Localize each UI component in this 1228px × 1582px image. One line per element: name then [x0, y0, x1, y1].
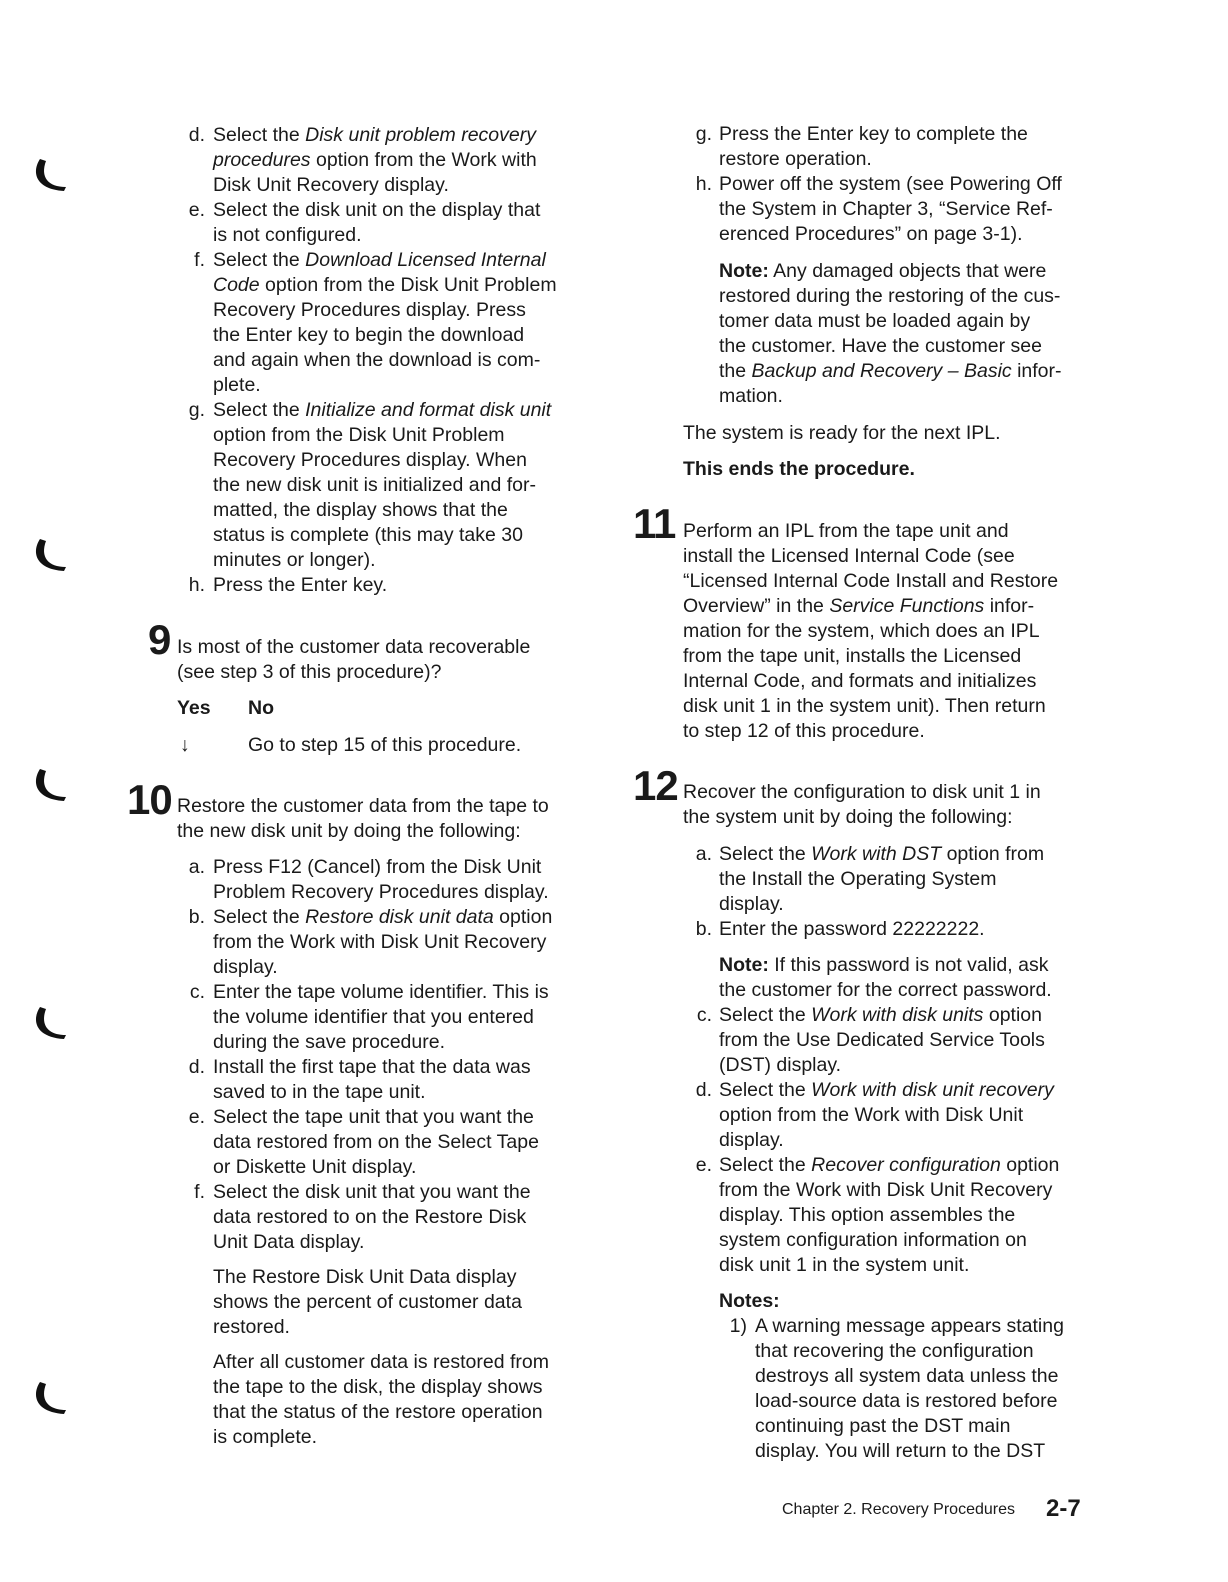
list-item: continuing past the DST main — [755, 1415, 1011, 1437]
down-arrow-icon: ↓ — [180, 734, 190, 756]
list-item: the Enter key to begin the download — [213, 324, 525, 346]
list-item: Press the Enter key to complete the — [719, 123, 1028, 145]
list-label: h. — [695, 173, 712, 195]
list-item: Enter the tape volume identifier. This is — [213, 981, 549, 1003]
list-item: Disk Unit Recovery display. — [213, 174, 449, 196]
list-item: display. You will return to the DST — [755, 1440, 1046, 1462]
paragraph: the tape to the disk, the display shows — [213, 1376, 543, 1398]
step-number: 9 — [148, 616, 171, 663]
list-item: disk unit 1 in the system unit. — [719, 1254, 970, 1276]
list-item: status is complete (this may take 30 — [213, 524, 523, 546]
list-item: the volume identifier that you entered — [213, 1006, 534, 1028]
list-label: h. — [188, 574, 205, 596]
list-item: Select the tape unit that you want the — [213, 1106, 534, 1128]
chapter-footer: Chapter 2. Recovery Procedures — [782, 1501, 1015, 1518]
note: mation. — [719, 385, 783, 407]
list-item: (DST) display. — [719, 1054, 842, 1076]
list-item: Press the Enter key. — [213, 574, 388, 596]
list-item: display. — [213, 956, 278, 978]
note: the customer for the correct password. — [719, 979, 1052, 1001]
list-item: display. — [719, 1129, 784, 1151]
paragraph: The Restore Disk Unit Data display — [213, 1266, 517, 1288]
note: tomer data must be loaded again by — [719, 310, 1031, 332]
list-item: Recovery Procedures display. When — [213, 449, 527, 471]
list-label: e. — [188, 1106, 205, 1128]
step-text: Is most of the customer data recoverable — [177, 636, 531, 658]
paragraph: The system is ready for the next IPL. — [683, 422, 1001, 444]
list-item: plete. — [213, 374, 261, 396]
note: the Backup and Recovery – Basic infor- — [719, 360, 1062, 382]
list-label: e. — [695, 1154, 712, 1176]
list-label: c. — [189, 981, 205, 1003]
list-item: Select the Work with disk units option — [719, 1004, 1042, 1026]
list-item: Problem Recovery Procedures display. — [213, 881, 549, 903]
list-label: d. — [188, 124, 205, 146]
note: the customer. Have the customer see — [719, 335, 1042, 357]
list-label: g. — [695, 123, 712, 145]
paragraph: restored. — [213, 1316, 290, 1338]
list-item: from the Work with Disk Unit Recovery — [719, 1179, 1053, 1201]
list-item: matted, the display shows that the — [213, 499, 508, 521]
list-item: is not configured. — [213, 224, 362, 246]
list-label: b. — [188, 906, 205, 928]
list-item: system configuration information on — [719, 1229, 1027, 1251]
step-text: from the tape unit, installs the Licensed — [683, 645, 1022, 667]
paragraph: is complete. — [213, 1426, 318, 1448]
list-item: option from the Work with Disk Unit — [719, 1104, 1024, 1126]
list-item: Power off the system (see Powering Off — [719, 173, 1062, 195]
list-item: the System in Chapter 3, “Service Ref- — [719, 198, 1053, 220]
list-item: the new disk unit is initialized and for- — [213, 474, 536, 496]
list-item: destroys all system data unless the — [755, 1365, 1059, 1387]
list-item: display. — [719, 893, 784, 915]
list-item: Select the disk unit on the display that — [213, 199, 541, 221]
list-item: Select the Restore disk unit data option — [213, 906, 553, 928]
list-label: f. — [194, 249, 205, 271]
step-text: the system unit by doing the following: — [683, 806, 1013, 828]
list-item: during the save procedure. — [213, 1031, 445, 1053]
step-text: Internal Code, and formats and initializes — [683, 670, 1037, 692]
no-heading: No — [248, 697, 274, 719]
no-action: Go to step 15 of this procedure. — [248, 734, 522, 756]
list-item: data restored to on the Restore Disk — [213, 1206, 527, 1228]
paragraph: that the status of the restore operation — [213, 1401, 543, 1423]
step-text: install the Licensed Internal Code (see — [683, 545, 1015, 567]
yes-heading: Yes — [177, 697, 211, 719]
list-item: restore operation. — [719, 148, 872, 170]
list-label: g. — [188, 399, 205, 421]
list-item: that recovering the configuration — [755, 1340, 1034, 1362]
note: Note: Any damaged objects that were — [719, 260, 1047, 282]
list-label: e. — [188, 199, 205, 221]
step-text: “Licensed Internal Code Install and Restore — [683, 570, 1059, 592]
step-text: disk unit 1 in the system unit). Then return — [683, 695, 1046, 717]
list-label: 1) — [729, 1315, 747, 1337]
list-item: or Diskette Unit display. — [213, 1156, 417, 1178]
list-item: minutes or longer). — [213, 549, 376, 571]
list-item: procedures option from the Work with — [213, 149, 537, 171]
list-item: Select the Recover configuration option — [719, 1154, 1060, 1176]
list-item: Unit Data display. — [213, 1231, 365, 1253]
list-item: Select the Disk unit problem recovery — [213, 124, 536, 146]
list-item: Select the Initialize and format disk unit — [213, 399, 552, 421]
list-item: Select the Work with DST option from — [719, 843, 1045, 865]
list-label: a. — [695, 843, 712, 865]
note: restored during the restoring of the cus- — [719, 285, 1061, 307]
list-item: and again when the download is com- — [213, 349, 541, 371]
list-item: Select the Download Licensed Internal — [213, 249, 546, 271]
list-item: Select the disk unit that you want the — [213, 1181, 531, 1203]
page-number: 2-7 — [1046, 1495, 1081, 1522]
list-item: option from the Disk Unit Problem — [213, 424, 505, 446]
step-text: Perform an IPL from the tape unit and — [683, 520, 1009, 542]
list-item: Press F12 (Cancel) from the Disk Unit — [213, 856, 542, 878]
note: Note: If this password is not valid, ask — [719, 954, 1049, 976]
procedure-end: This ends the procedure. — [683, 458, 915, 480]
list-item: Enter the password 22222222. — [719, 918, 985, 940]
list-item: Select the Work with disk unit recovery — [719, 1079, 1054, 1101]
list-item: A warning message appears stating — [755, 1315, 1064, 1337]
list-label: f. — [194, 1181, 205, 1203]
list-item: Recovery Procedures display. Press — [213, 299, 526, 321]
step-text: to step 12 of this procedure. — [683, 720, 925, 742]
list-item: display. This option assembles the — [719, 1204, 1016, 1226]
list-item: from the Work with Disk Unit Recovery — [213, 931, 547, 953]
list-item: the Install the Operating System — [719, 868, 997, 890]
notes-heading: Notes: — [719, 1290, 780, 1312]
list-item: load-source data is restored before — [755, 1390, 1058, 1412]
step-text: Recover the configuration to disk unit 1 in — [683, 781, 1041, 803]
step-text: mation for the system, which does an IPL — [683, 620, 1040, 642]
list-item: erenced Procedures” on page 3-1). — [719, 223, 1023, 245]
step-text: (see step 3 of this procedure)? — [177, 661, 442, 683]
list-item: from the Use Dedicated Service Tools — [719, 1029, 1045, 1051]
paragraph: After all customer data is restored from — [213, 1351, 549, 1373]
list-label: a. — [188, 856, 205, 878]
paragraph: shows the percent of customer data — [213, 1291, 522, 1313]
list-label: d. — [188, 1056, 205, 1078]
step-text: the new disk unit by doing the following: — [177, 820, 521, 842]
list-label: b. — [695, 918, 712, 940]
step-text: Overview” in the Service Functions infor- — [683, 595, 1035, 617]
list-label: d. — [695, 1079, 712, 1101]
step-text: Restore the customer data from the tape to — [177, 795, 549, 817]
step-number: 12 — [633, 762, 678, 809]
list-item: data restored from on the Select Tape — [213, 1131, 539, 1153]
list-item: Install the first tape that the data was — [213, 1056, 531, 1078]
step-number: 11 — [633, 500, 676, 547]
list-label: c. — [696, 1004, 712, 1026]
list-item: saved to in the tape unit. — [213, 1081, 426, 1103]
list-item: Code option from the Disk Unit Problem — [213, 274, 557, 296]
step-number: 10 — [127, 776, 172, 823]
